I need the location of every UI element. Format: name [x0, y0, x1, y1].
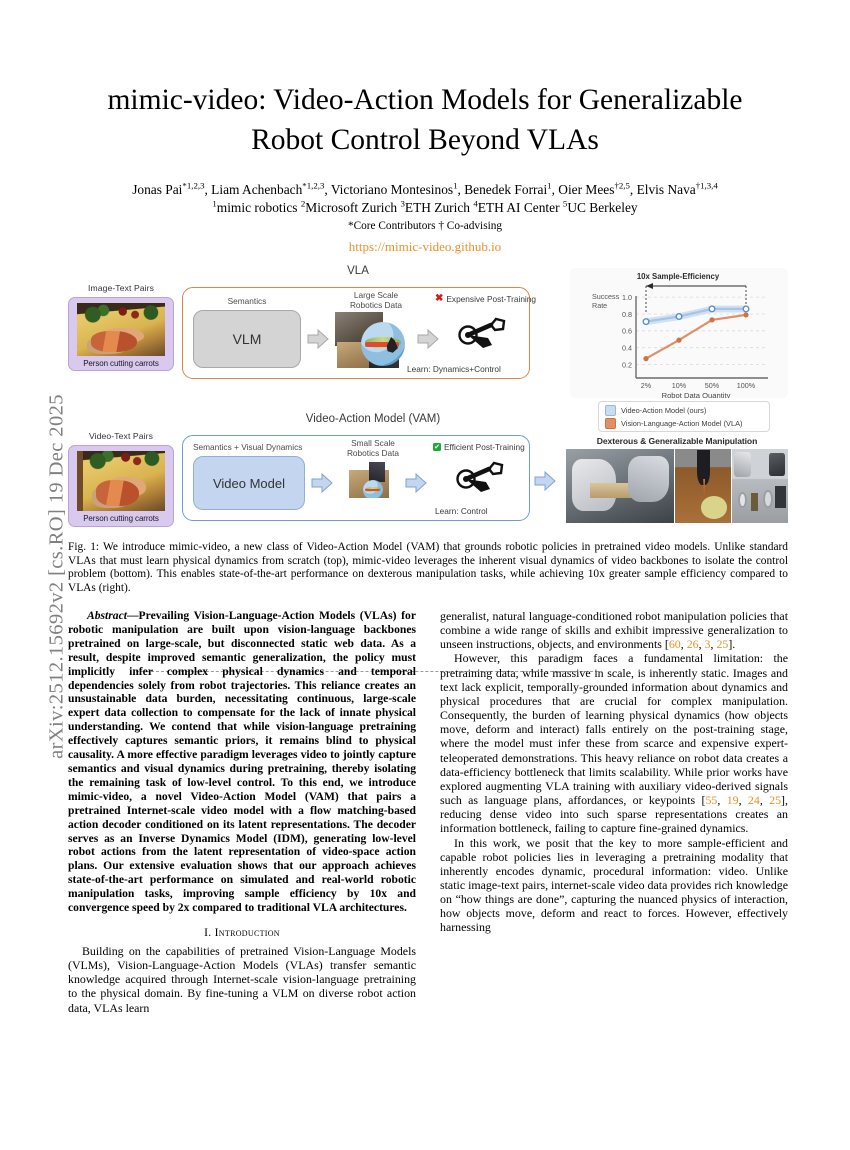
video-model-box-label: Video Model — [212, 475, 286, 491]
right-column — [440, 609, 788, 935]
vlm-box-label: VLM — [232, 331, 262, 347]
svg-text:50%: 50% — [704, 381, 720, 390]
vla-post-training-tag — [435, 294, 536, 304]
vlm-box — [193, 310, 301, 368]
manipulation-title: Dexterous & Generalizable Manipulation — [596, 436, 758, 446]
title-line-1: mimic-video: Video-Action Models for Generalizable — [107, 84, 743, 116]
video-text-pair-card — [68, 445, 174, 527]
svg-text:0.8: 0.8 — [622, 309, 632, 319]
right-paragraph-1-text-a: generalist, natural language-conditioned robot manipulation policies that combine a wide range of skills and exhibit impressive generalization to unseen instructions, objects, and environments [ — [440, 609, 788, 652]
chart-xlabel: Robot Data Quantity — [661, 391, 731, 398]
vla-row-title: VLA — [347, 265, 369, 277]
manipulation-photo-tabletop — [732, 449, 788, 523]
svg-text:1.0: 1.0 — [622, 293, 632, 302]
vam-row-title: Video-Action Model (VAM) — [305, 413, 441, 425]
vla-learn-label: Learn: Dynamics+Control — [407, 364, 501, 374]
body-columns — [68, 609, 788, 1039]
arxiv-stamp: arXiv:2512.15692v2 [cs.RO] 19 Dec 2025 — [45, 394, 68, 759]
check-mark-icon: ✔ — [434, 443, 440, 451]
arrow-to-manipulation — [534, 470, 556, 492]
vam-robot-data-label: Small Scale Robotics Data — [346, 438, 400, 458]
right-paragraph-2-text-b: ], reducing dense video into such sparse representations creates an information bottleneck, failing to capture fine-grained dynamics. — [440, 793, 788, 836]
arrow-video-to-data — [311, 472, 333, 494]
chart-annotation-label: 10x Sample-Efficiency — [636, 272, 720, 281]
video-model-box — [193, 456, 305, 510]
image-text-pair-card — [68, 297, 174, 371]
citation-25b[interactable]: 25 — [769, 793, 782, 808]
video-text-pairs-group — [68, 431, 174, 527]
abstract — [68, 609, 416, 915]
vam-pipeline-panel — [182, 435, 530, 521]
video-text-pairs-label: Video-Text Pairs — [88, 431, 153, 441]
arrow-data-to-robot-vam — [405, 472, 427, 494]
x-mark-icon: ✖ — [435, 293, 444, 304]
chart-legend — [598, 401, 770, 432]
page-title — [62, 80, 788, 160]
affiliation-list: $^1$mimic robotics $^2$Microsoft Zurich $^3$ETH Zurich $^4$ETH AI Center $^5$UC Berkeley — [212, 198, 638, 215]
citation-25[interactable]: 25 — [716, 637, 729, 652]
arrow-vlm-to-data — [307, 328, 329, 350]
svg-text:10%: 10% — [671, 381, 687, 390]
svg-text:0.4: 0.4 — [622, 343, 632, 353]
section-heading-introduction: I. Introduction — [204, 925, 280, 939]
abstract-heading: Abstract — [87, 609, 127, 622]
right-paragraph-2-text-a: However, this paradigm faces a fundamental limitation: the pretraining data, while massive in scale, is inherently static. Images and text lack explicit, temporally-grounded information about dynamics and physical procedures that are crucial for complex manipulation. Consequently, the burden of learning physical dynamics (how objects move, deform and interact) falls entirely on the post-training stage, where the model must infer these from scarce and expensive expert-teleoperated demonstrations. This heavy reliance on robot data creates a data-efficiency bottleneck that limits scalability. While prior works have explored augmenting VLA training with auxiliary video-derived signals such as language plans, affordances, or keypoints [ — [440, 651, 788, 808]
figure-caption-text: We introduce mimic-video, a new class of Video-Action Model (VAM) that grounds robotic policies in pretrained video models. Unlike standard VLAs that must learn physical dynamics from scratch (top), mimic-video leverages the inherent visual dynamics of video backbones to isolate the control problem (bottom). This enables state-of-the-art performance on dexterous manipulation tasks, while achieving 10x greater sample efficiency compared to VLAs (right). — [68, 541, 788, 594]
svg-text:0.2: 0.2 — [622, 360, 632, 370]
vla-pipeline-panel — [182, 287, 537, 379]
legend-item-vla — [605, 418, 763, 429]
robot-arm-icon — [457, 314, 509, 361]
legend-label-vla: Vision-Language-Action Model (VLA) — [621, 418, 743, 428]
citation-19[interactable]: 19 — [726, 793, 739, 808]
vla-robot-data-label: Large Scale Robotics Data — [349, 290, 403, 310]
citation-55[interactable]: 55 — [705, 793, 718, 808]
abstract-text: Prevailing Vision-Language-Action Models (VLAs) for robotic manipulation are built upon vision-language backbones pretrained on large-scale, but disconnected static web data. As a result, despite improved semantic generalization, the policy must implicitly infer complex physical dynamics and temporal dependencies solely from robot trajectories. This reliance creates an unsustainable data burden, necessitating continuous, large-scale expert data collection to compensate for the lack of innate physical understanding. We contend that while vision-language pretraining effectively captures semantic priors, it remains blind to physical causality. A more effective paradigm leverages video to jointly capture semantics and visual dynamics during pretraining, thereby isolating the remaining task of low-level control. To this end, we introduce mimic-video, a novel Video-Action Model (VAM) that pairs a pretrained Internet-scale video model with a flow matching-based action decoder conditioned on its latent representations. The decoder serves as an Inverse Dynamics Model (IDM), generating low-level robot actions from the latent representation of video-space action plans. Our extensive evaluation shows that our approach achieves state-of-the-art performance on simulated and real-world robotic manipulation tasks, improving sample efficiency by 10x and convergence speed by 2x compared to traditional VLA architectures. — [68, 609, 416, 915]
figure-caption-label: Fig. 1: — [68, 541, 100, 553]
project-url[interactable]: https://mimic-video.github.io — [348, 239, 502, 254]
sample-efficiency-chart — [570, 268, 788, 398]
vam-learn-label: Learn: Control — [435, 506, 488, 516]
abstract-dash: — — [126, 609, 139, 622]
small-robotics-data-thumbnail — [349, 462, 389, 498]
legend-swatch-vla — [605, 418, 616, 429]
author-notes: *Core Contributors † Co-advising — [347, 220, 503, 232]
author-block — [62, 181, 788, 256]
carrot-cutting-thumbnail — [77, 303, 165, 356]
vam-semantics-label: Semantics + Visual Dynamics — [193, 442, 303, 452]
right-paragraph-1: generalist, natural language-conditioned robot manipulation policies that combine a wide range of skills and exhibit impressive generalization to unseen instructions, objects, and environments [60, 26, 3, 25]. — [440, 609, 788, 652]
video-text-pair-caption: Person cutting carrots — [83, 514, 159, 523]
manipulation-photo-bimanual — [566, 449, 674, 523]
figure-caption — [68, 541, 788, 595]
legend-label-vam: Video-Action Model (ours) — [621, 405, 707, 415]
svg-text:100%: 100% — [736, 381, 756, 390]
author-list: Jonas Pai$^{*1,2,3}$, Liam Achenbach$^{*1,2,3}$, Victoriano Montesinos$^1$, Benedek Forrai$^1$, Oier Mees$^{\dagger 2,5}$, Elvis Nava$^{\dagger 1,3,4}$ — [132, 180, 718, 197]
legend-item-vam — [605, 405, 763, 416]
robot-arm-icon-vam — [455, 458, 507, 505]
citation-3[interactable]: 3 — [704, 637, 711, 652]
vam-post-training-label: Efficient Post-Training — [444, 442, 525, 452]
image-text-pairs-group — [68, 283, 174, 371]
image-text-pairs-label: Image-Text Pairs — [87, 283, 155, 293]
citation-26[interactable]: 26 — [686, 637, 699, 652]
chart-ylabel-line2: Rate — [592, 301, 608, 310]
intro-paragraph-1: Building on the capabilities of pretrained Vision-Language Models (VLMs), Vision-Language-Action Models (VLAs) transfer semantic knowledge acquired through Internet-scale vision-language pretraining to the physical domain. By fine-tuning a VLM on diverse robot action data, VLAs learn — [68, 943, 416, 1015]
chart-ylabel-line1: Success — [592, 292, 620, 301]
carrot-cutting-video-thumbnail — [77, 451, 165, 511]
arrow-data-to-robot — [417, 328, 439, 350]
svg-text:2%: 2% — [640, 381, 652, 390]
vam-post-training-tag — [433, 442, 525, 452]
legend-swatch-vam — [605, 405, 616, 416]
left-column — [68, 609, 416, 1015]
title-line-2: Robot Control Beyond VLAs — [251, 124, 599, 156]
svg-text:0.6: 0.6 — [622, 326, 632, 336]
citation-24[interactable]: 24 — [747, 793, 760, 808]
robotics-data-collage — [335, 312, 411, 370]
manipulation-showcase — [566, 436, 788, 532]
chart-svg — [570, 268, 788, 398]
vla-semantics-label: Semantics — [227, 296, 267, 306]
right-paragraph-1-text-b: ]. — [728, 637, 736, 652]
manipulation-photo-carrot — [675, 449, 731, 523]
right-paragraph-3: In this work, we posit that the key to more sample-efficient and capable robot policies lies in leveraging a pretraining modality that inherently encodes dynamic, procedural information: video. Unlike static image-text pairs, internet-scale video data provides rich knowledge on “how things are done”, capturing the nuanced physics of interaction, how objects move, deform and react to forces. However, effectively harnessing — [440, 835, 788, 935]
vla-post-training-label: Expensive Post-Training — [446, 294, 537, 304]
right-paragraph-2: However, this paradigm faces a fundamental limitation: the pretraining data, while massive in scale, is inherently static. Images and text lack explicit, temporally-grounded information about dynamics and physical procedures that are crucial for complex manipulation. Consequently, the burden of learning physical dynamics (how objects move, deform and interact) falls entirely on the post-training stage, where the model must infer these from scarce and expensive expert-teleoperated demonstrations. This heavy reliance on robot data creates a data-efficiency bottleneck that limits scalability. While prior works have explored augmenting VLA training with auxiliary video-derived signals such as language plans, affordances, or keypoints [55, 19, 24, 25], reducing dense video into such sparse representations creates an information bottleneck, failing to capture fine-grained dynamics. — [440, 651, 788, 836]
globe-icon — [361, 322, 405, 366]
citation-60[interactable]: 60 — [668, 637, 681, 652]
image-text-pair-caption: Person cutting carrots — [83, 359, 159, 368]
